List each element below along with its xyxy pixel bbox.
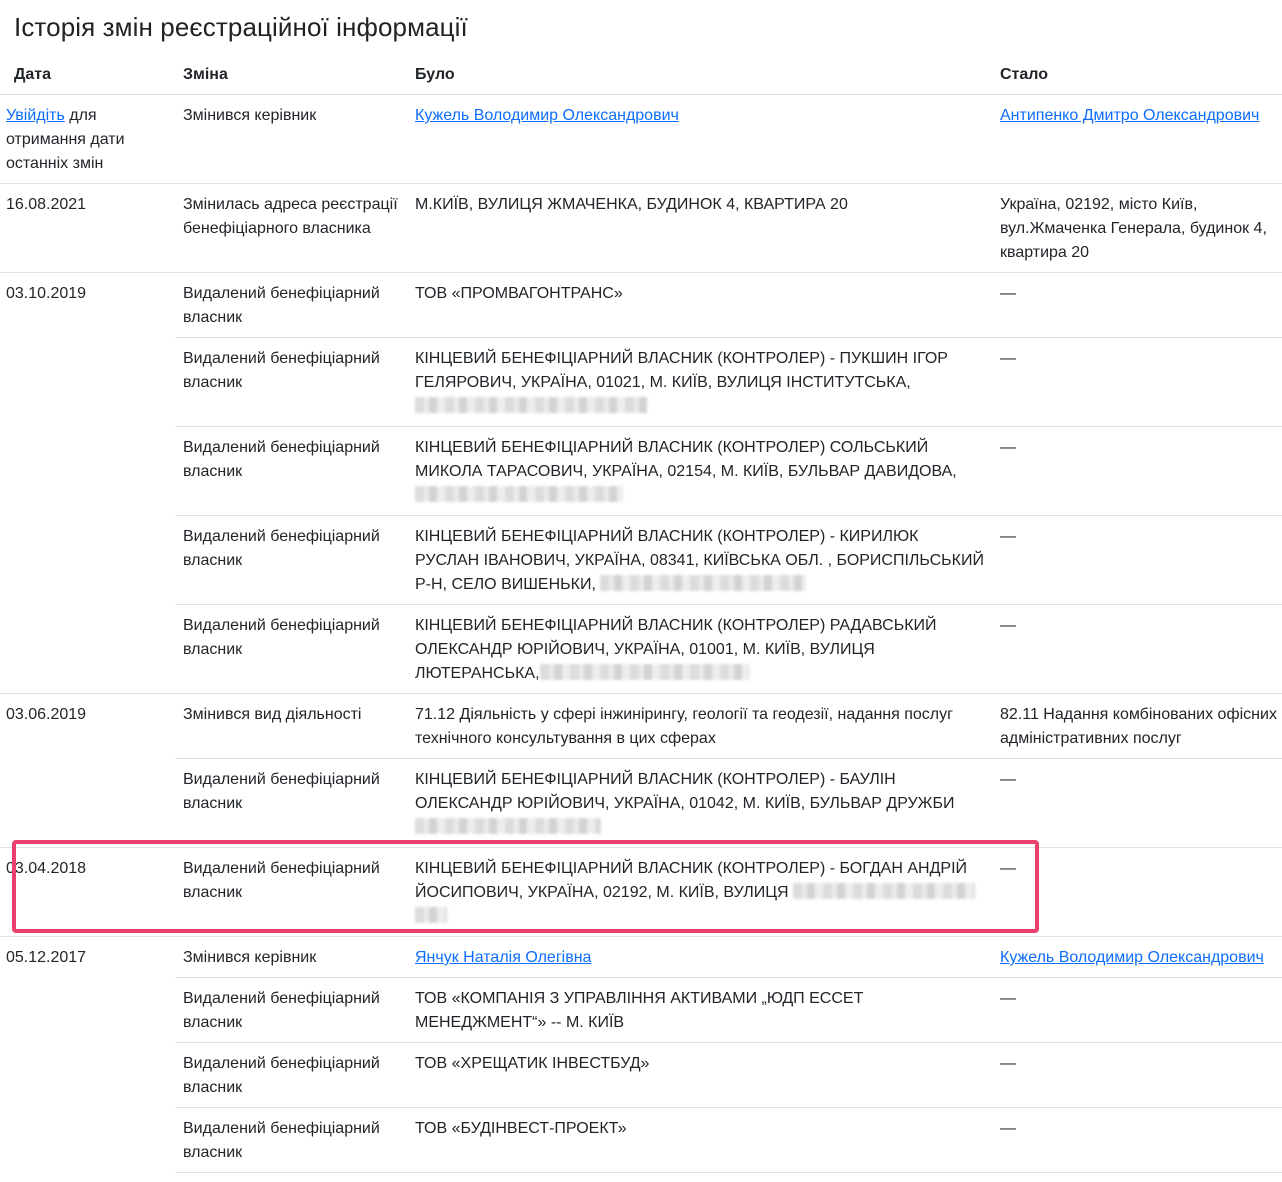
row-divider	[0, 847, 1282, 848]
change-cell: Видалений бенефіціарний власник	[183, 439, 380, 480]
date-cell: 03.10.2019	[6, 285, 87, 302]
person-link[interactable]: Антипенко Дмитро Олександрович	[1000, 107, 1260, 124]
was-cell	[415, 946, 985, 970]
header-divider	[0, 94, 1282, 95]
was-cell	[415, 436, 985, 508]
row-divider	[175, 758, 1282, 759]
date-cell: 03.04.2018	[6, 860, 87, 877]
page-title: Історія змін реєстраційної інформації	[14, 12, 468, 42]
became-cell	[1000, 104, 1280, 128]
login-link[interactable]: Увійдіть	[6, 107, 65, 124]
was-cell: ТОВ «БУДІНВЕСТ-ПРОЕКТ»	[415, 1120, 627, 1137]
became-cell: —	[1000, 860, 1016, 877]
change-cell: Видалений бенефіціарний власник	[183, 1055, 380, 1096]
became-cell: —	[1000, 528, 1016, 545]
date-cell: 05.12.2017	[6, 949, 87, 966]
row-divider	[0, 936, 1282, 937]
was-cell: ТОВ «ПРОМВАГОНТРАНС»	[415, 285, 623, 302]
was-cell	[415, 614, 985, 686]
was-cell: ТОВ «КОМПАНІЯ З УПРАВЛІННЯ АКТИВАМИ „ЮДП ЕССЕТ МЕНЕДЖМЕНТ“» -- М. КИЇВ	[415, 990, 864, 1031]
became-cell: —	[1000, 990, 1016, 1007]
row-divider	[175, 515, 1282, 516]
was-text: КІНЦЕВИЙ БЕНЕФІЦІАРНИЙ ВЛАСНИК (КОНТРОЛЕР) РАДАВСЬКИЙ ОЛЕКСАНДР ЮРІЙОВИЧ, УКРАЇНА, 01001, М. КИЇВ, ВУЛИЦЯ ЛЮТЕРАНСЬКА,	[415, 617, 937, 682]
was-cell	[415, 104, 985, 128]
became-cell: —	[1000, 771, 1016, 788]
change-cell: Змінився керівник	[183, 949, 317, 966]
row-divider	[175, 337, 1282, 338]
row-divider	[175, 977, 1282, 978]
was-cell: М.КИЇВ, ВУЛИЦЯ ЖМАЧЕНКА, БУДИНОК 4, КВАРТИРА 20	[415, 196, 848, 213]
became-cell: —	[1000, 1055, 1016, 1072]
header-was: Було	[415, 66, 455, 83]
row-divider	[175, 1042, 1282, 1043]
became-cell: —	[1000, 1120, 1016, 1137]
header-became: Стало	[1000, 66, 1049, 83]
change-cell: Видалений бенефіціарний власник	[183, 617, 380, 658]
row-divider	[175, 426, 1282, 427]
change-cell: Змінився керівник	[183, 107, 317, 124]
redacted-address	[540, 664, 750, 680]
was-text: КІНЦЕВИЙ БЕНЕФІЦІАРНИЙ ВЛАСНИК (КОНТРОЛЕР) - БАУЛІН ОЛЕКСАНДР ЮРІЙОВИЧ, УКРАЇНА, 01042, М. КИЇВ, БУЛЬВАР ДРУЖБИ	[415, 771, 955, 812]
was-text: КІНЦЕВИЙ БЕНЕФІЦІАРНИЙ ВЛАСНИК (КОНТРОЛЕР) - ПУКШИН ІГОР ГЕЛЯРОВИЧ, УКРАЇНА, 01021, М. КИЇВ, ВУЛИЦЯ ІНСТИТУТСЬКА,	[415, 350, 948, 391]
was-cell	[415, 768, 985, 840]
became-cell: —	[1000, 350, 1016, 367]
was-cell: 71.12 Діяльність у сфері інжинірингу, геології та геодезії, надання послуг технічного консультування в цих сферах	[415, 706, 953, 747]
change-cell: Видалений бенефіціарний власник	[183, 860, 380, 901]
person-link[interactable]: Кужель Володимир Олександрович	[1000, 949, 1264, 966]
was-cell	[415, 525, 985, 597]
was-cell	[415, 347, 985, 419]
change-cell: Видалений бенефіціарний власник	[183, 1120, 380, 1161]
row-divider	[175, 1172, 1282, 1173]
change-cell: Видалений бенефіціарний власник	[183, 771, 380, 812]
was-text: КІНЦЕВИЙ БЕНЕФІЦІАРНИЙ ВЛАСНИК (КОНТРОЛЕР) СОЛЬСЬКИЙ МИКОЛА ТАРАСОВИЧ, УКРАЇНА, 02154, М. КИЇВ, БУЛЬВАР ДАВИДОВА,	[415, 439, 957, 480]
row-divider	[0, 183, 1282, 184]
change-cell: Змінився вид діяльності	[183, 706, 362, 723]
redacted-address	[415, 486, 623, 502]
date-note: для отримання дати останніх змін	[6, 107, 125, 172]
date-cell: 16.08.2021	[6, 196, 87, 213]
became-cell: —	[1000, 285, 1016, 302]
was-text: КІНЦЕВИЙ БЕНЕФІЦІАРНИЙ ВЛАСНИК (КОНТРОЛЕР) - БОГДАН АНДРІЙ ЙОСИПОВИЧ, УКРАЇНА, 02192, М. КИЇВ, ВУЛИЦЯ	[415, 860, 968, 901]
redacted-address	[600, 575, 806, 591]
row-divider	[175, 604, 1282, 605]
row-divider	[175, 1107, 1282, 1108]
row-divider	[0, 693, 1282, 694]
became-cell: 82.11 Надання комбінованих офісних адміністративних послуг	[1000, 706, 1277, 747]
header-change: Зміна	[183, 66, 228, 83]
change-cell: Видалений бенефіціарний власник	[183, 285, 380, 326]
was-cell	[415, 857, 985, 929]
redacted-address	[415, 397, 647, 413]
change-cell: Видалений бенефіціарний власник	[183, 528, 380, 569]
change-cell: Змінилась адреса реєстрації бенефіціарного власника	[183, 196, 398, 237]
change-cell: Видалений бенефіціарний власник	[183, 350, 380, 391]
was-text: КІНЦЕВИЙ БЕНЕФІЦІАРНИЙ ВЛАСНИК (КОНТРОЛЕР) - КИРИЛЮК РУСЛАН ІВАНОВИЧ, УКРАЇНА, 08341, КИЇВСЬКА ОБЛ. , БОРИСПІЛЬСЬКИЙ Р-Н, СЕЛО ВИШЕНЬКИ,	[415, 528, 984, 593]
became-cell: Україна, 02192, місто Київ, вул.Жмаченка Генерала, будинок 4, квартира 20	[1000, 196, 1267, 261]
date-cell	[6, 104, 166, 176]
redacted-address	[415, 907, 447, 923]
became-cell: —	[1000, 439, 1016, 456]
row-divider	[0, 272, 1282, 273]
redacted-address	[415, 818, 601, 834]
person-link[interactable]: Янчук Наталія Олегівна	[415, 949, 592, 966]
became-cell: —	[1000, 617, 1016, 634]
was-cell: ТОВ «ХРЕЩАТИК ІНВЕСТБУД»	[415, 1055, 650, 1072]
header-date: Дата	[14, 66, 52, 83]
change-cell: Видалений бенефіціарний власник	[183, 990, 380, 1031]
redacted-address	[793, 883, 975, 899]
person-link[interactable]: Кужель Володимир Олександрович	[415, 107, 679, 124]
date-cell: 03.06.2019	[6, 706, 87, 723]
became-cell	[1000, 946, 1280, 970]
